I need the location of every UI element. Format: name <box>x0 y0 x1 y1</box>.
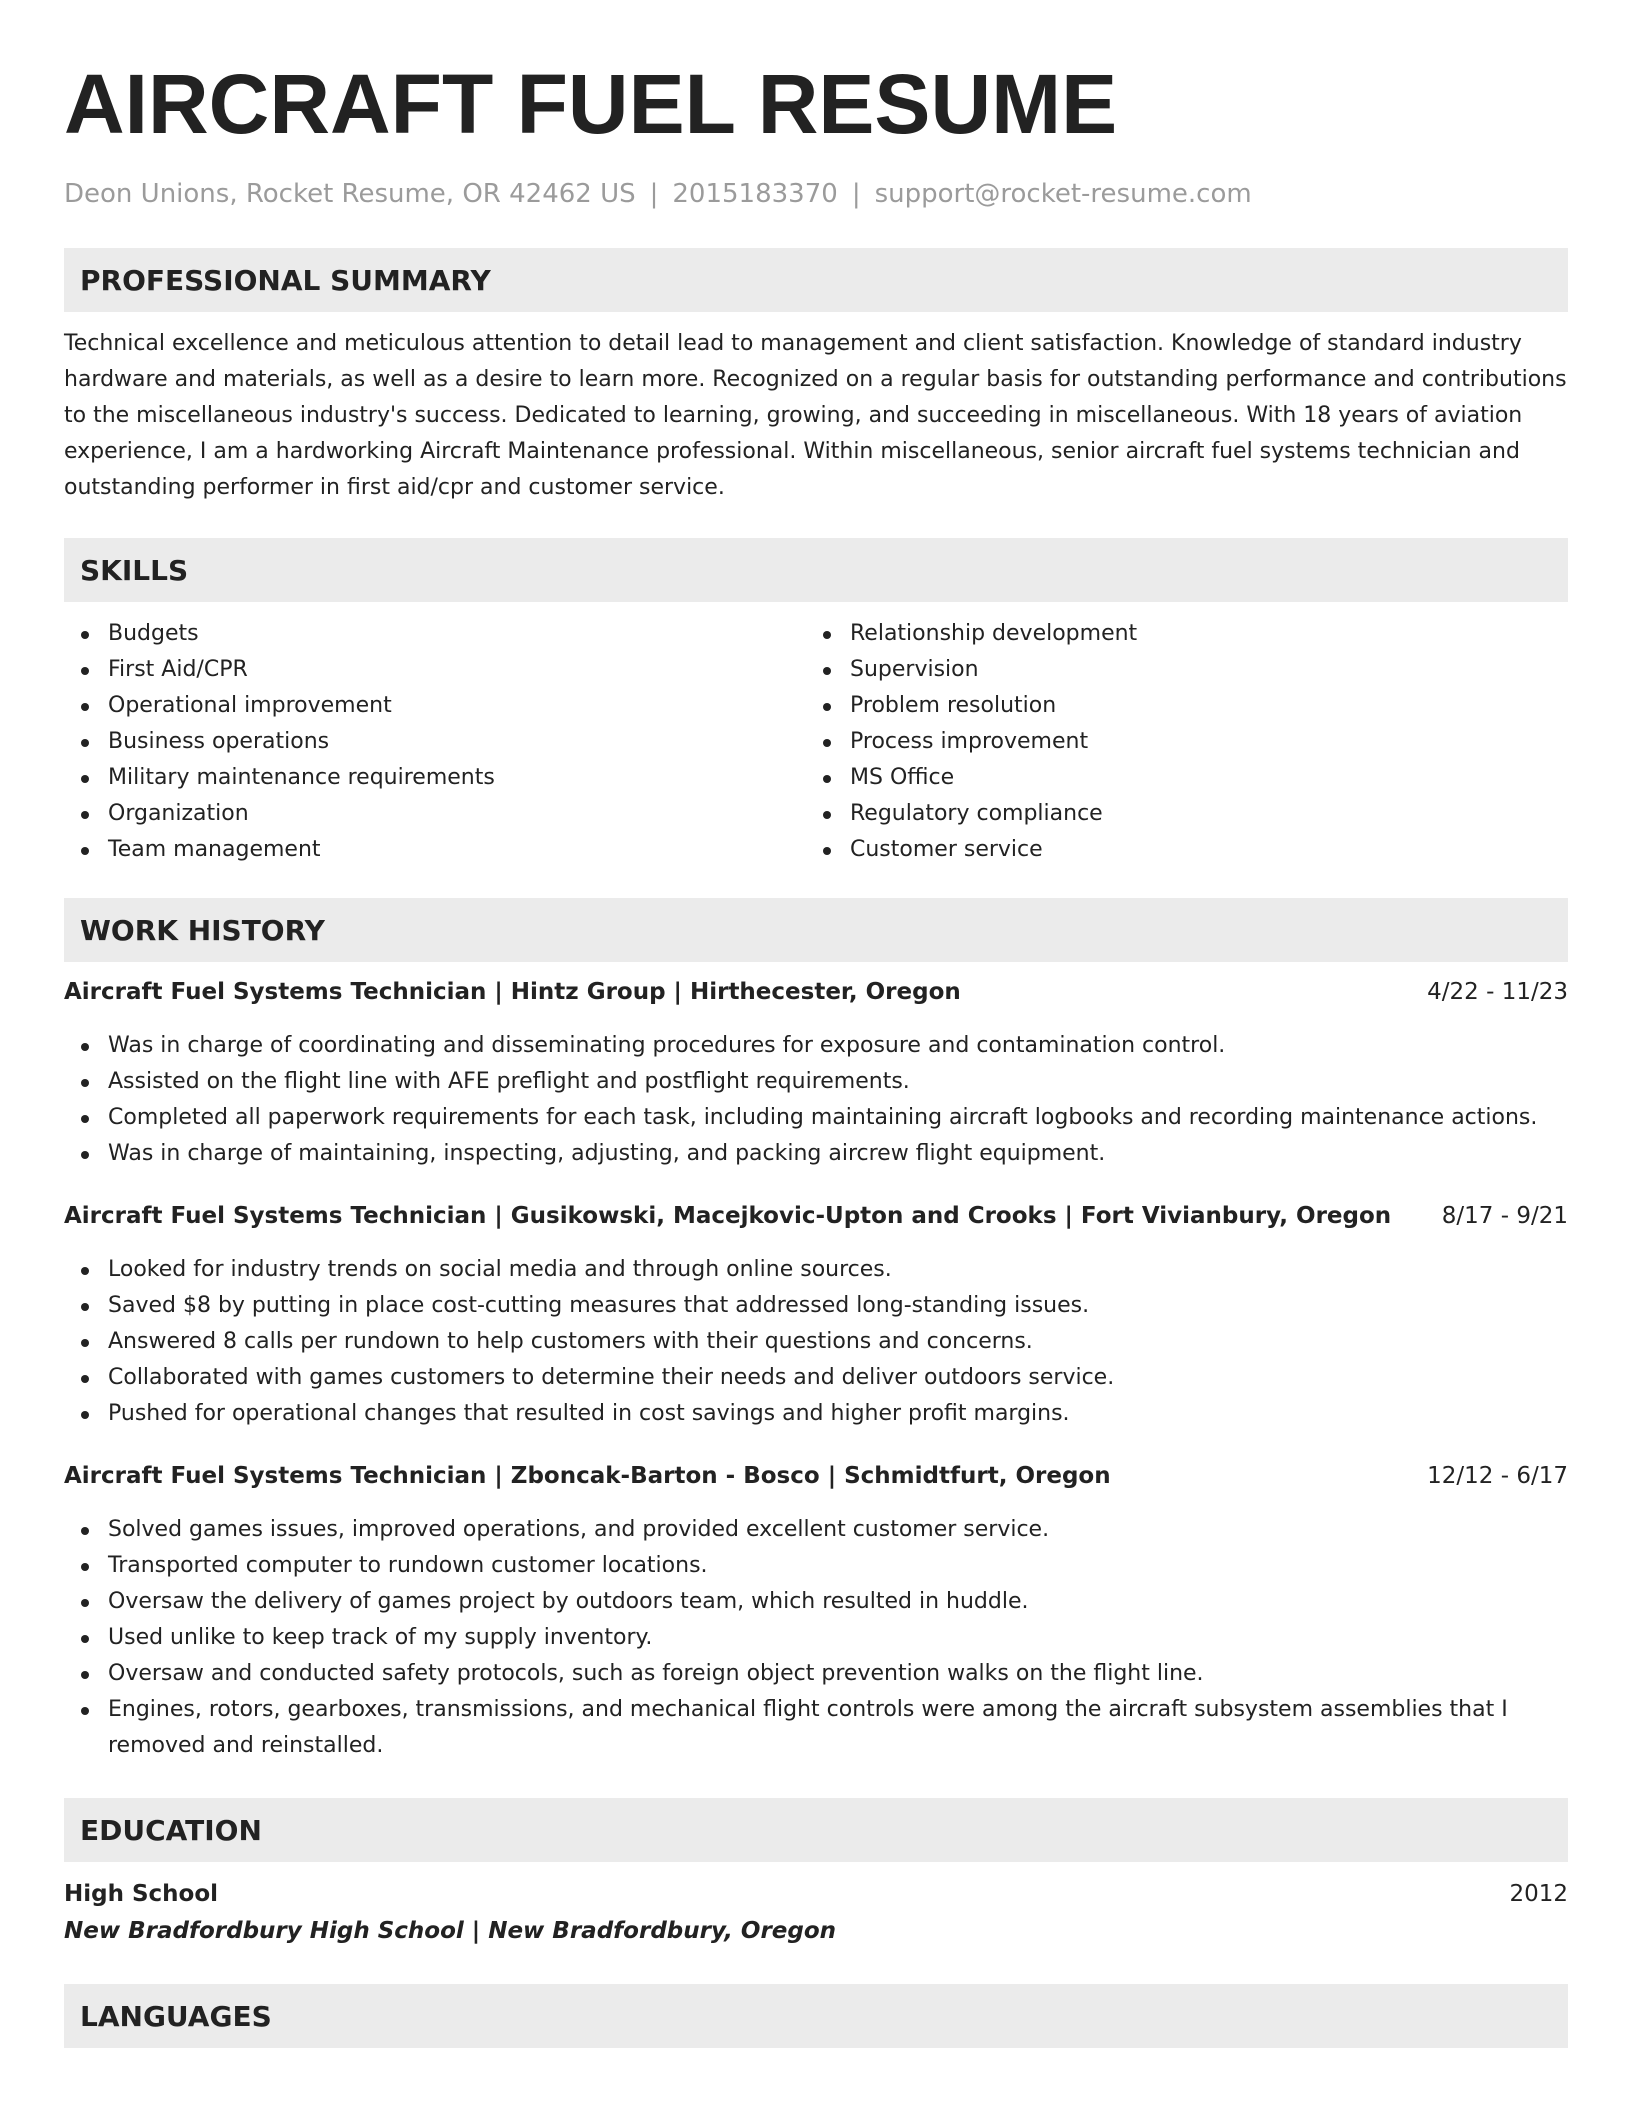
skill-item: MS Office <box>806 760 1548 796</box>
contact-email: support@rocket-resume.com <box>874 179 1252 209</box>
job-bullet: Oversaw and conducted safety protocols, such as foreign object prevention walks on the flight line. <box>64 1656 1568 1692</box>
job-bullets <box>64 1252 1568 1432</box>
contact-phone: 2015183370 <box>672 179 838 209</box>
job-bullet: Saved $8 by putting in place cost-cutting measures that addressed long-standing issues. <box>64 1288 1568 1324</box>
skill-item: First Aid/CPR <box>64 652 806 688</box>
resume-title: AIRCRAFT FUEL RESUME <box>64 57 1118 151</box>
job-title: Aircraft Fuel Systems Technician | Zboncak-Barton - Bosco | Schmidtfurt, Oregon <box>64 1463 1111 1489</box>
skill-item: Business operations <box>64 724 806 760</box>
work-history-list <box>64 974 1568 1764</box>
skill-item: Organization <box>64 796 806 832</box>
job-bullets <box>64 1512 1568 1764</box>
job-head <box>64 974 1568 1010</box>
skills-column-right <box>806 616 1548 868</box>
section-header-summary: PROFESSIONAL SUMMARY <box>64 248 1568 312</box>
job-entry <box>64 1198 1568 1432</box>
job-bullet: Transported computer to rundown customer locations. <box>64 1548 1568 1584</box>
skill-item: Relationship development <box>806 616 1548 652</box>
job-head <box>64 1198 1568 1234</box>
job-bullet: Answered 8 calls per rundown to help customers with their questions and concerns. <box>64 1324 1568 1360</box>
contact-separator: | <box>851 179 861 209</box>
education-entry <box>64 1876 1568 1950</box>
job-bullet: Assisted on the flight line with AFE preflight and postflight requirements. <box>64 1064 1568 1100</box>
skill-item: Team management <box>64 832 806 868</box>
skill-item: Regulatory compliance <box>806 796 1548 832</box>
job-title: Aircraft Fuel Systems Technician | Hintz Group | Hirthecester, Oregon <box>64 979 961 1005</box>
section-header-languages: LANGUAGES <box>64 1984 1568 2048</box>
contact-line <box>64 176 1568 212</box>
job-dates: 8/17 - 9/21 <box>1441 1203 1568 1229</box>
skill-item: Operational improvement <box>64 688 806 724</box>
skill-item: Budgets <box>64 616 806 652</box>
job-bullet: Collaborated with games customers to determine their needs and deliver outdoors service. <box>64 1360 1568 1396</box>
skill-item: Supervision <box>806 652 1548 688</box>
job-bullet: Was in charge of coordinating and disseminating procedures for exposure and contamination control. <box>64 1028 1568 1064</box>
contact-address: Deon Unions, Rocket Resume, OR 42462 US <box>64 179 636 209</box>
job-bullet: Engines, rotors, gearboxes, transmissions, and mechanical flight controls were among the aircraft subsystem assemblies that I removed and reinstalled. <box>64 1692 1568 1764</box>
skill-item: Customer service <box>806 832 1548 868</box>
contact-separator: | <box>649 179 659 209</box>
job-bullet: Solved games issues, improved operations, and provided excellent customer service. <box>64 1512 1568 1548</box>
job-title: Aircraft Fuel Systems Technician | Gusikowski, Macejkovic-Upton and Crooks | Fort Vivianbury, Oregon <box>64 1203 1392 1229</box>
job-bullet: Looked for industry trends on social media and through online sources. <box>64 1252 1568 1288</box>
job-dates: 4/22 - 11/23 <box>1427 979 1568 1005</box>
section-header-work: WORK HISTORY <box>64 898 1568 962</box>
job-dates: 12/12 - 6/17 <box>1427 1463 1568 1489</box>
skills-list <box>64 616 1568 868</box>
job-bullet: Used unlike to keep track of my supply inventory. <box>64 1620 1568 1656</box>
job-entry <box>64 974 1568 1172</box>
section-header-education: EDUCATION <box>64 1798 1568 1862</box>
job-entry <box>64 1458 1568 1764</box>
job-bullet: Was in charge of maintaining, inspecting, adjusting, and packing aircrew flight equipment. <box>64 1136 1568 1172</box>
skill-item: Military maintenance requirements <box>64 760 806 796</box>
job-bullet: Completed all paperwork requirements for each task, including maintaining aircraft logbooks and recording maintenance actions. <box>64 1100 1568 1136</box>
job-bullets <box>64 1028 1568 1172</box>
skill-item: Process improvement <box>806 724 1548 760</box>
education-school: New Bradfordbury High School | New Bradfordbury, Oregon <box>64 1918 837 1944</box>
summary-text: Technical excellence and meticulous attention to detail lead to management and client satisfaction. Knowledge of standard industry hardware and materials, as well as a desire to learn more. Recognized on a regular basis for outstanding performance and contributions to the miscellaneous industry's success. Dedicated to learning, growing, and succeeding in miscellaneous. With 18 years of aviation experience, I am a hardworking Aircraft Maintenance professional. Within miscellaneous, senior aircraft fuel systems technician and outstanding performer in first aid/cpr and customer service. <box>64 331 1567 500</box>
section-header-skills: SKILLS <box>64 538 1568 602</box>
job-bullet: Pushed for operational changes that resulted in cost savings and higher profit margins. <box>64 1396 1568 1432</box>
skill-item: Problem resolution <box>806 688 1548 724</box>
job-head <box>64 1458 1568 1494</box>
education-year: 2012 <box>1509 1881 1568 1907</box>
skills-column-left <box>64 616 806 868</box>
education-head <box>64 1876 1568 1912</box>
job-bullet: Oversaw the delivery of games project by outdoors team, which resulted in huddle. <box>64 1584 1568 1620</box>
education-degree: High School <box>64 1881 219 1907</box>
